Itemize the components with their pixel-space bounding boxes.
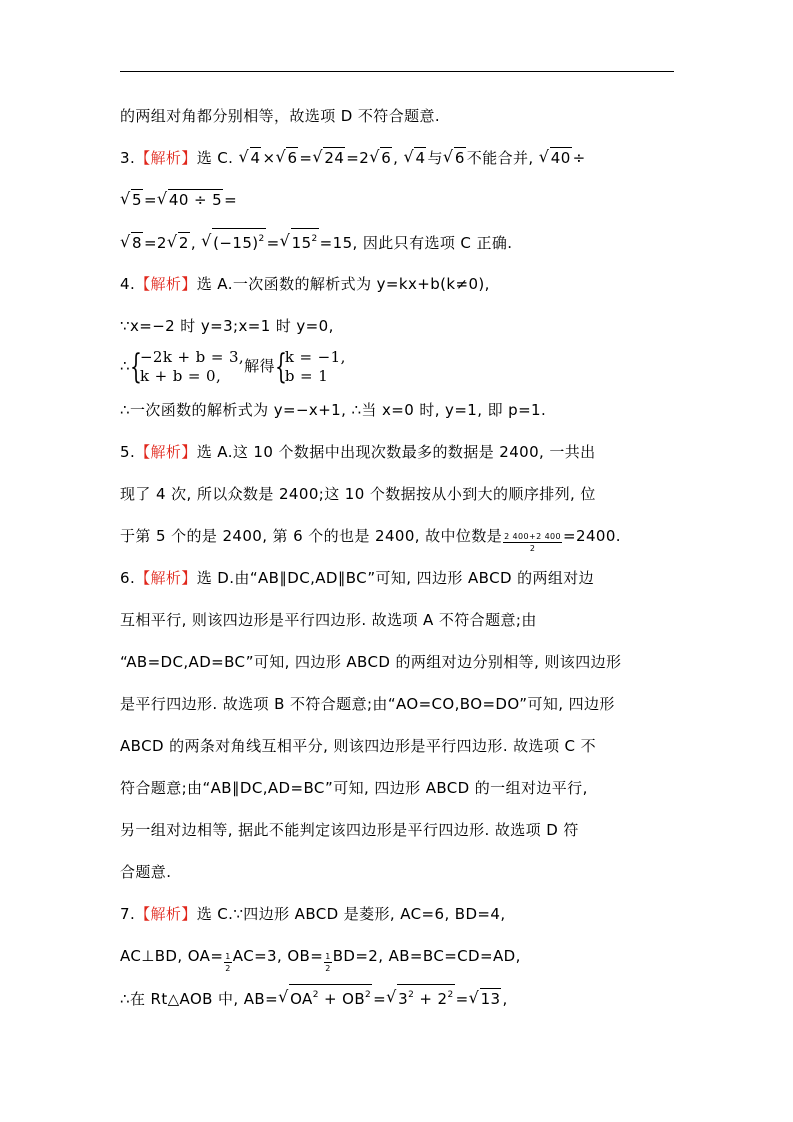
sqrt-6: √ 6 xyxy=(275,144,298,172)
analysis-tag: 【解析】 xyxy=(135,149,197,167)
analysis-tag: 【解析】 xyxy=(135,569,197,587)
half-fraction: $\frac{1}{2}$ xyxy=(225,952,231,973)
q6-line-5: ABCD 的两条对角线互相平分, 则该四边形是平行四边形. 故选项 C 不 xyxy=(120,737,596,755)
analysis-tag: 【解析】 xyxy=(135,443,197,461)
sqrt-24: √ 24 xyxy=(312,144,345,172)
sqrt-4: √ 4 xyxy=(239,144,262,172)
equation-system-2: { k = −1, b = 1 xyxy=(274,346,346,387)
sqrt-40-div-5: √ 40 ÷ 5 xyxy=(157,186,223,214)
sqrt-3sq-2sq: √ $3^2 + 2^2$ xyxy=(386,984,454,1013)
sqrt-8: √ 8 xyxy=(120,229,143,257)
q7-line-3: ∴在 Rt△AOB 中, AB=√ $OA^2 + OB^2$ =√ $3^2 + 2^2$ =√ 13 , xyxy=(120,984,680,1012)
q7-line-1: 7.【解析】选 C.∵四边形 ABCD 是菱形, AC=6, BD=4, xyxy=(120,905,506,923)
sqrt-15-squared: √ $15^2$ xyxy=(280,228,319,257)
analysis-tag: 【解析】 xyxy=(135,905,197,923)
q6-line-1: 6.【解析】选 D.由“AB∥DC,AD∥BC”可知, 四边形 ABCD 的两组对边 xyxy=(120,569,595,587)
sqrt-6: √ 6 xyxy=(443,144,466,172)
q6-line-6: 符合题意;由“AB∥DC,AD=BC”可知, 四边形 ABCD 的一组对边平行, xyxy=(120,779,588,797)
sqrt-13: √ 13 xyxy=(469,985,502,1013)
q6-line-7: 另一组对边相等, 据此不能判定该四边形是平行四边形. 故选项 D 符 xyxy=(120,821,579,839)
sqrt-2: √ 2 xyxy=(167,229,190,257)
sqrt-6: √ 6 xyxy=(369,144,392,172)
q4-system-line: ∴ { −2k + b = 3, k + b = 0, 解得 { k = −1, b = 1 xyxy=(120,346,346,387)
analysis-tag: 【解析】 xyxy=(135,275,197,293)
q4-line-2: ∵x=−2 时 y=3;x=1 时 y=0, xyxy=(120,317,334,335)
q6-line-8: 合题意. xyxy=(120,863,172,881)
q7-line-2: AC⊥BD, OA= $\frac{1}{2}$ AC=3, OB= $\frac{1}{2}$ BD=2, AB=BC=CD=AD, xyxy=(120,947,521,973)
sqrt-neg15-squared: √ $(-15)^2$ xyxy=(201,228,266,257)
half-fraction: $\frac{1}{2}$ xyxy=(325,952,331,973)
q5-line-2: 现了 4 次, 所以众数是 2400;这 10 个数据按从小到大的顺序排列, 位 xyxy=(120,485,596,503)
q5-line-3: 于第 5 个的是 2400, 第 6 个的也是 2400, 故中位数是 $\frac{2 400+2 400}{2}$ =2400. xyxy=(120,527,621,553)
q6-line-4: 是平行四边形. 故选项 B 不符合题意;由“AO=CO,BO=DO”可知, 四边形 xyxy=(120,695,615,713)
q4-line-1: 4.【解析】选 A.一次函数的解析式为 y=kx+b(k≠0), xyxy=(120,275,490,293)
sqrt-oa2-ob2: √ $OA^2 + OB^2$ xyxy=(278,984,372,1013)
q6-line-2: 互相平行, 则该四边形是平行四边形. 故选项 A 不符合题意;由 xyxy=(120,611,537,629)
q3-line-2: √ 5 =√ 40 ÷ 5 = xyxy=(120,186,680,214)
q3-line-1: 3.【解析】选 C. √ 4 ×√ 6 =√ 24 =2√ 6 , √ 4 与√ 6 不能合并, √ 40 ÷ xyxy=(120,144,680,172)
sqrt-5: √ 5 xyxy=(120,186,143,214)
header-rule xyxy=(120,71,674,72)
equation-system-1: { −2k + b = 3, k + b = 0, xyxy=(129,346,245,387)
continued-line: 的两组对角都分别相等，故选项 D 不符合题意. xyxy=(120,107,441,125)
q3-line-3: √ 8 =2√ 2 , √ $(-15)^2$ =√ $15^2 =15$, 因此只有选项 C 正确. xyxy=(120,228,680,256)
q4-line-4: ∴一次函数的解析式为 y=−x+1, ∴当 x=0 时, y=1, 即 p=1. xyxy=(120,401,547,419)
q6-line-3: “AB=DC,AD=BC”可知, 四边形 ABCD 的两组对边分别相等, 则该四边形 xyxy=(120,653,622,671)
median-fraction: $\frac{2 400+2 400}{2}$ xyxy=(504,532,562,553)
sqrt-4: √ 4 xyxy=(403,144,426,172)
sqrt-40: √ 40 xyxy=(539,144,572,172)
q5-line-1: 5.【解析】选 A.这 10 个数据中出现次数最多的数据是 2400, 一共出 xyxy=(120,443,596,461)
